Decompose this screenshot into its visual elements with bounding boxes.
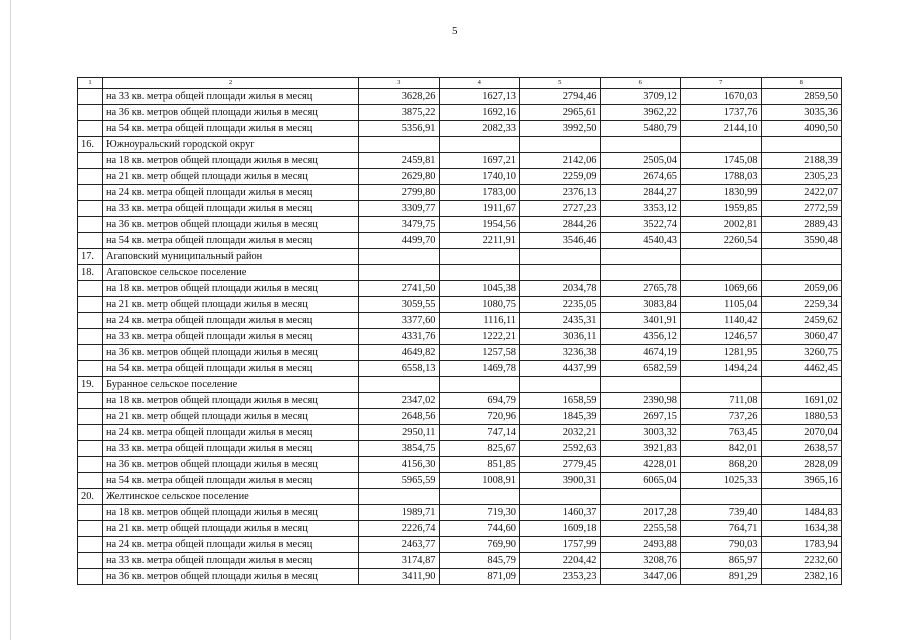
value-cell: 851,85 (439, 457, 520, 473)
value-cell: 1257,58 (439, 345, 520, 361)
page-edge-line (10, 0, 11, 640)
value-cell: 3353,12 (600, 201, 681, 217)
table-row (78, 393, 842, 409)
row-label: на 21 кв. метр общей площади жилья в месяц (103, 297, 359, 313)
value-cell: 1880,53 (761, 409, 842, 425)
value-cell: 3060,47 (761, 329, 842, 345)
row-label: Агаповский муниципальный район (103, 249, 359, 265)
value-cell: 2142,06 (520, 153, 601, 169)
value-cell: 2459,81 (359, 153, 440, 169)
value-cell: 2844,26 (520, 217, 601, 233)
row-index (78, 393, 103, 409)
value-cell (359, 489, 440, 505)
table-row (78, 409, 842, 425)
column-header: 1 (78, 78, 103, 89)
value-cell: 3628,26 (359, 89, 440, 105)
value-cell: 2765,78 (600, 281, 681, 297)
row-index (78, 233, 103, 249)
table-row (78, 281, 842, 297)
value-cell: 1911,67 (439, 201, 520, 217)
value-cell: 1692,16 (439, 105, 520, 121)
row-index (78, 201, 103, 217)
value-cell: 3401,91 (600, 313, 681, 329)
row-label: на 21 кв. метр общей площади жилья в месяц (103, 169, 359, 185)
value-cell: 4649,82 (359, 345, 440, 361)
tariff-table (77, 77, 842, 585)
row-label: на 21 кв. метр общей площади жилья в месяц (103, 521, 359, 537)
column-header: 3 (359, 78, 440, 89)
column-header: 2 (103, 78, 359, 89)
value-cell (359, 137, 440, 153)
value-cell: 3447,06 (600, 569, 681, 585)
value-cell: 2794,46 (520, 89, 601, 105)
value-cell (520, 489, 601, 505)
value-cell: 6582,59 (600, 361, 681, 377)
value-cell: 868,20 (681, 457, 762, 473)
value-cell: 2232,60 (761, 553, 842, 569)
value-cell: 2629,80 (359, 169, 440, 185)
row-label: на 36 кв. метров общей площади жилья в месяц (103, 457, 359, 473)
value-cell: 891,29 (681, 569, 762, 585)
value-cell (600, 265, 681, 281)
value-cell (439, 249, 520, 265)
value-cell: 1494,24 (681, 361, 762, 377)
value-cell: 1281,95 (681, 345, 762, 361)
row-label: Желтинское сельское поселение (103, 489, 359, 505)
value-cell: 3992,50 (520, 121, 601, 137)
value-cell (520, 249, 601, 265)
row-index (78, 153, 103, 169)
value-cell (681, 137, 762, 153)
value-cell: 2353,23 (520, 569, 601, 585)
value-cell: 2226,74 (359, 521, 440, 537)
row-label: на 18 кв. метров общей площади жилья в месяц (103, 505, 359, 521)
table-row (78, 505, 842, 521)
value-cell: 711,08 (681, 393, 762, 409)
table-row (78, 425, 842, 441)
value-cell: 2422,07 (761, 185, 842, 201)
row-label: на 33 кв. метра общей площади жилья в месяц (103, 553, 359, 569)
value-cell: 2188,39 (761, 153, 842, 169)
value-cell: 3309,77 (359, 201, 440, 217)
column-header: 6 (600, 78, 681, 89)
value-cell (520, 137, 601, 153)
value-cell (761, 265, 842, 281)
value-cell: 2235,05 (520, 297, 601, 313)
value-cell: 3377,60 (359, 313, 440, 329)
row-index (78, 505, 103, 521)
value-cell: 1222,21 (439, 329, 520, 345)
value-cell: 2727,23 (520, 201, 601, 217)
table-row (78, 457, 842, 473)
value-cell: 3590,48 (761, 233, 842, 249)
column-header: 5 (520, 78, 601, 89)
value-cell: 3036,11 (520, 329, 601, 345)
value-cell: 2059,06 (761, 281, 842, 297)
value-cell: 3236,38 (520, 345, 601, 361)
row-label: на 21 кв. метр общей площади жилья в месяц (103, 409, 359, 425)
value-cell: 825,67 (439, 441, 520, 457)
table-row (78, 105, 842, 121)
value-cell: 1634,38 (761, 521, 842, 537)
column-header: 7 (681, 78, 762, 89)
value-cell: 1959,85 (681, 201, 762, 217)
value-cell (761, 377, 842, 393)
value-cell: 4090,50 (761, 121, 842, 137)
value-cell: 1045,38 (439, 281, 520, 297)
value-cell: 1140,42 (681, 313, 762, 329)
value-cell: 2260,54 (681, 233, 762, 249)
value-cell (600, 489, 681, 505)
row-index (78, 281, 103, 297)
value-cell (761, 489, 842, 505)
table-row (78, 313, 842, 329)
row-index (78, 521, 103, 537)
row-label: на 36 кв. метров общей площади жилья в месяц (103, 345, 359, 361)
table-row (78, 89, 842, 105)
row-index (78, 297, 103, 313)
value-cell: 2772,59 (761, 201, 842, 217)
value-cell: 2889,43 (761, 217, 842, 233)
value-cell: 3709,12 (600, 89, 681, 105)
row-index: 18. (78, 265, 103, 281)
value-cell: 2034,78 (520, 281, 601, 297)
value-cell: 1658,59 (520, 393, 601, 409)
value-cell: 2674,65 (600, 169, 681, 185)
table-row (78, 265, 842, 281)
row-label: на 54 кв. метра общей площади жилья в месяц (103, 473, 359, 489)
table-row (78, 217, 842, 233)
value-cell: 737,26 (681, 409, 762, 425)
value-cell: 764,71 (681, 521, 762, 537)
table-row (78, 377, 842, 393)
value-cell: 2844,27 (600, 185, 681, 201)
value-cell (681, 489, 762, 505)
value-cell: 1609,18 (520, 521, 601, 537)
row-label: на 18 кв. метров общей площади жилья в месяц (103, 153, 359, 169)
row-index (78, 553, 103, 569)
value-cell: 1627,13 (439, 89, 520, 105)
row-label: Буранное сельское поселение (103, 377, 359, 393)
value-cell: 3875,22 (359, 105, 440, 121)
row-index (78, 217, 103, 233)
row-index (78, 361, 103, 377)
value-cell: 3260,75 (761, 345, 842, 361)
value-cell: 2390,98 (600, 393, 681, 409)
value-cell (761, 137, 842, 153)
value-cell: 3962,22 (600, 105, 681, 121)
row-label: на 18 кв. метров общей площади жилья в месяц (103, 393, 359, 409)
value-cell: 1069,66 (681, 281, 762, 297)
value-cell: 2505,04 (600, 153, 681, 169)
value-cell (359, 377, 440, 393)
value-cell (681, 249, 762, 265)
value-cell: 4228,01 (600, 457, 681, 473)
value-cell: 3083,84 (600, 297, 681, 313)
value-cell: 2859,50 (761, 89, 842, 105)
table-row (78, 137, 842, 153)
table-row (78, 297, 842, 313)
table-row (78, 473, 842, 489)
row-index (78, 121, 103, 137)
row-index (78, 473, 103, 489)
row-index (78, 537, 103, 553)
table-row (78, 345, 842, 361)
value-cell: 3208,76 (600, 553, 681, 569)
value-cell (600, 137, 681, 153)
value-cell: 763,45 (681, 425, 762, 441)
value-cell: 2032,21 (520, 425, 601, 441)
value-cell: 719,30 (439, 505, 520, 521)
value-cell: 3965,16 (761, 473, 842, 489)
row-index (78, 313, 103, 329)
row-label: на 54 кв. метра общей площади жилья в месяц (103, 233, 359, 249)
value-cell: 1025,33 (681, 473, 762, 489)
value-cell: 4356,12 (600, 329, 681, 345)
table-row (78, 329, 842, 345)
value-cell: 3854,75 (359, 441, 440, 457)
value-cell: 2382,16 (761, 569, 842, 585)
row-index (78, 169, 103, 185)
table-row (78, 553, 842, 569)
value-cell: 747,14 (439, 425, 520, 441)
value-cell: 790,03 (681, 537, 762, 553)
value-cell: 1989,71 (359, 505, 440, 521)
column-header: 4 (439, 78, 520, 89)
page-number: 5 (452, 25, 458, 37)
value-cell: 3522,74 (600, 217, 681, 233)
value-cell: 2017,28 (600, 505, 681, 521)
value-cell: 2376,13 (520, 185, 601, 201)
value-cell: 2435,31 (520, 313, 601, 329)
value-cell: 2082,33 (439, 121, 520, 137)
value-cell: 1783,00 (439, 185, 520, 201)
value-cell: 4331,76 (359, 329, 440, 345)
value-cell: 865,97 (681, 553, 762, 569)
value-cell: 2965,61 (520, 105, 601, 121)
value-cell: 6558,13 (359, 361, 440, 377)
value-cell: 1745,08 (681, 153, 762, 169)
value-cell: 2259,09 (520, 169, 601, 185)
table-row (78, 441, 842, 457)
value-cell: 2259,34 (761, 297, 842, 313)
row-label: на 36 кв. метров общей площади жилья в месяц (103, 217, 359, 233)
value-cell: 1670,03 (681, 89, 762, 105)
table-row (78, 233, 842, 249)
row-label: на 36 кв. метров общей площади жилья в месяц (103, 105, 359, 121)
table-row (78, 153, 842, 169)
value-cell: 1460,37 (520, 505, 601, 521)
value-cell: 2459,62 (761, 313, 842, 329)
value-cell (439, 489, 520, 505)
value-cell (761, 249, 842, 265)
value-cell: 744,60 (439, 521, 520, 537)
value-cell: 2211,91 (439, 233, 520, 249)
value-cell: 720,96 (439, 409, 520, 425)
value-cell: 1954,56 (439, 217, 520, 233)
row-index (78, 345, 103, 361)
row-index (78, 185, 103, 201)
value-cell: 4499,70 (359, 233, 440, 249)
table-row (78, 569, 842, 585)
value-cell (359, 265, 440, 281)
value-cell: 6065,04 (600, 473, 681, 489)
value-cell (520, 265, 601, 281)
value-cell: 4674,19 (600, 345, 681, 361)
row-index (78, 409, 103, 425)
table-row (78, 201, 842, 217)
table-row (78, 489, 842, 505)
table-body (78, 89, 842, 585)
value-cell: 2950,11 (359, 425, 440, 441)
row-label: на 24 кв. метра общей площади жилья в месяц (103, 537, 359, 553)
value-cell: 3059,55 (359, 297, 440, 313)
value-cell: 842,01 (681, 441, 762, 457)
value-cell: 5965,59 (359, 473, 440, 489)
value-cell: 2741,50 (359, 281, 440, 297)
value-cell: 2463,77 (359, 537, 440, 553)
table-row (78, 121, 842, 137)
row-label: Агаповское сельское поселение (103, 265, 359, 281)
row-index (78, 457, 103, 473)
row-index: 17. (78, 249, 103, 265)
value-cell (681, 265, 762, 281)
value-cell: 2592,63 (520, 441, 601, 457)
value-cell: 2828,09 (761, 457, 842, 473)
value-cell: 1830,99 (681, 185, 762, 201)
row-index: 16. (78, 137, 103, 153)
value-cell: 1737,76 (681, 105, 762, 121)
value-cell: 4437,99 (520, 361, 601, 377)
row-index (78, 105, 103, 121)
value-cell: 3174,87 (359, 553, 440, 569)
value-cell: 871,09 (439, 569, 520, 585)
value-cell: 4156,30 (359, 457, 440, 473)
value-cell (600, 249, 681, 265)
value-cell: 1008,91 (439, 473, 520, 489)
value-cell: 3035,36 (761, 105, 842, 121)
row-label: Южноуральский городской округ (103, 137, 359, 153)
value-cell: 2144,10 (681, 121, 762, 137)
value-cell: 2648,56 (359, 409, 440, 425)
value-cell: 2255,58 (600, 521, 681, 537)
row-index (78, 89, 103, 105)
row-label: на 36 кв. метров общей площади жилья в месяц (103, 569, 359, 585)
value-cell: 1484,83 (761, 505, 842, 521)
value-cell: 1469,78 (439, 361, 520, 377)
row-label: на 54 кв. метра общей площади жилья в месяц (103, 121, 359, 137)
row-label: на 33 кв. метра общей площади жилья в месяц (103, 89, 359, 105)
value-cell: 2305,23 (761, 169, 842, 185)
value-cell: 694,79 (439, 393, 520, 409)
value-cell: 3900,31 (520, 473, 601, 489)
table-row (78, 537, 842, 553)
value-cell: 5356,91 (359, 121, 440, 137)
table-row (78, 185, 842, 201)
value-cell: 1080,75 (439, 297, 520, 313)
table-row (78, 169, 842, 185)
value-cell: 3479,75 (359, 217, 440, 233)
row-label: на 33 кв. метра общей площади жилья в месяц (103, 329, 359, 345)
table-row (78, 521, 842, 537)
value-cell: 2779,45 (520, 457, 601, 473)
value-cell (520, 377, 601, 393)
value-cell: 2347,02 (359, 393, 440, 409)
value-cell: 1757,99 (520, 537, 601, 553)
column-header: 8 (761, 78, 842, 89)
value-cell: 5480,79 (600, 121, 681, 137)
row-label: на 24 кв. метра общей площади жилья в месяц (103, 425, 359, 441)
value-cell: 1697,21 (439, 153, 520, 169)
row-index (78, 425, 103, 441)
value-cell: 3546,46 (520, 233, 601, 249)
row-label: на 24 кв. метра общей площади жилья в месяц (103, 185, 359, 201)
value-cell: 1116,11 (439, 313, 520, 329)
value-cell: 2799,80 (359, 185, 440, 201)
row-index (78, 329, 103, 345)
value-cell: 845,79 (439, 553, 520, 569)
row-label: на 33 кв. метра общей площади жилья в месяц (103, 441, 359, 457)
value-cell: 4540,43 (600, 233, 681, 249)
row-label: на 24 кв. метра общей площади жилья в месяц (103, 313, 359, 329)
value-cell (359, 249, 440, 265)
value-cell: 1105,04 (681, 297, 762, 313)
table-row (78, 249, 842, 265)
value-cell (681, 377, 762, 393)
value-cell: 3003,32 (600, 425, 681, 441)
value-cell: 2070,04 (761, 425, 842, 441)
row-label: на 18 кв. метров общей площади жилья в месяц (103, 281, 359, 297)
value-cell: 1740,10 (439, 169, 520, 185)
value-cell: 1788,03 (681, 169, 762, 185)
value-cell: 2204,42 (520, 553, 601, 569)
value-cell (439, 137, 520, 153)
row-label: на 33 кв. метра общей площади жилья в месяц (103, 201, 359, 217)
row-index: 20. (78, 489, 103, 505)
table-row (78, 361, 842, 377)
row-index (78, 441, 103, 457)
value-cell: 2493,88 (600, 537, 681, 553)
row-label: на 54 кв. метра общей площади жилья в месяц (103, 361, 359, 377)
value-cell: 769,90 (439, 537, 520, 553)
value-cell: 1783,94 (761, 537, 842, 553)
value-cell: 2697,15 (600, 409, 681, 425)
row-index: 19. (78, 377, 103, 393)
value-cell (439, 265, 520, 281)
value-cell: 3411,90 (359, 569, 440, 585)
row-index (78, 569, 103, 585)
column-number-row (78, 78, 842, 89)
value-cell: 1246,57 (681, 329, 762, 345)
value-cell: 2638,57 (761, 441, 842, 457)
value-cell: 1845,39 (520, 409, 601, 425)
value-cell: 3921,83 (600, 441, 681, 457)
value-cell (600, 377, 681, 393)
value-cell: 4462,45 (761, 361, 842, 377)
value-cell (439, 377, 520, 393)
value-cell: 2002,81 (681, 217, 762, 233)
value-cell: 739,40 (681, 505, 762, 521)
value-cell: 1691,02 (761, 393, 842, 409)
